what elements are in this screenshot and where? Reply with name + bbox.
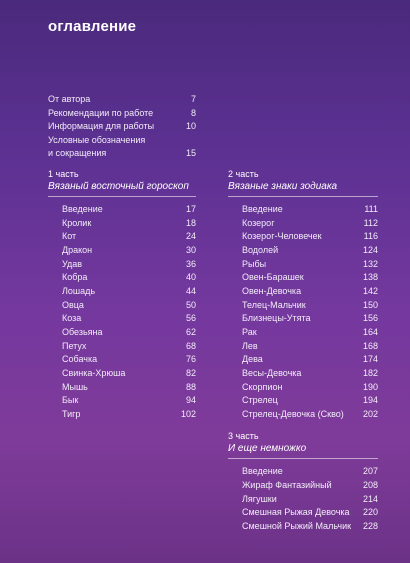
toc-entry-label: Введение (62, 204, 103, 214)
toc-entry (62, 258, 196, 272)
toc-entry-label: Тигр (62, 408, 81, 419)
toc-entry (62, 299, 196, 313)
toc-entry-label: Собачка (62, 354, 98, 365)
toc-entry (242, 217, 378, 231)
toc-entry-label: Весы-Девочка (242, 367, 302, 378)
toc-entry-page: 182 (362, 367, 378, 378)
toc-entry-page: 168 (362, 340, 378, 351)
toc-entry (242, 353, 378, 367)
toc-entry (62, 381, 196, 395)
toc-entry-page: 50 (185, 299, 196, 310)
toc-entry (62, 203, 196, 217)
toc-entry (242, 465, 378, 479)
toc-entry-label: Введение (242, 204, 283, 214)
toc-entry-label: Информация для работы (48, 121, 155, 131)
toc-entry-label: Кот (62, 231, 77, 242)
toc-entry-page: 112 (363, 217, 378, 228)
part-3-list (242, 465, 378, 534)
toc-entry (242, 506, 378, 520)
toc-entry-label: От автора (48, 94, 91, 104)
toc-entry (48, 120, 196, 134)
toc-entry-page: 142 (362, 285, 378, 296)
toc-entry (48, 93, 196, 107)
toc-entry-page: 207 (362, 466, 378, 476)
toc-entry (62, 367, 196, 381)
toc-entry-page: 8 (190, 107, 196, 118)
part-2-list (242, 203, 378, 422)
toc-entry-label: Рыбы (242, 258, 267, 269)
toc-entry-page: 82 (185, 367, 196, 378)
toc-entry-label: Лев (242, 340, 258, 351)
toc-entry-page: 102 (180, 408, 196, 419)
toc-entry-page: 30 (185, 244, 196, 255)
toc-entry-label: Овен-Барашек (242, 272, 304, 283)
toc-entry-page: 174 (362, 354, 378, 365)
toc-entry (62, 271, 196, 285)
part-1-list (62, 203, 196, 422)
toc-entry-page: 164 (362, 326, 378, 337)
toc-entry-label: Телец-Мальчик (242, 299, 306, 310)
toc-entry (242, 244, 378, 258)
divider (48, 196, 196, 197)
toc-entry-label: Рак (242, 326, 257, 337)
toc-entry-label: Водолей (242, 244, 279, 255)
toc-entry-page: 202 (362, 408, 378, 419)
toc-entry (62, 353, 196, 367)
toc-entry-label: Петух (62, 340, 87, 351)
toc-entry-label: Смешной Рыжий Мальчик (242, 521, 352, 532)
toc-entry-label: Овен-Девочка (242, 285, 302, 296)
toc-entry-page: 138 (362, 272, 378, 283)
toc-entry (62, 312, 196, 326)
part-label: 3 часть (228, 431, 259, 441)
toc-entry (242, 394, 378, 408)
toc-entry-label: Лошадь (62, 285, 96, 296)
toc-entry (242, 258, 378, 272)
toc-entry (62, 394, 196, 408)
toc-entry (242, 326, 378, 340)
toc-entry-page: 208 (362, 479, 378, 490)
toc-entry (242, 340, 378, 354)
toc-entry (48, 134, 196, 148)
toc-entry-label: Козерог (242, 217, 275, 228)
toc-entry (62, 408, 196, 422)
toc-entry (242, 230, 378, 244)
toc-entry-label: Лягушки (242, 493, 277, 504)
divider (228, 458, 378, 459)
toc-entry-page: 24 (185, 231, 196, 242)
toc-entry-label: Стрелец (242, 395, 278, 406)
front-matter-list (48, 93, 196, 161)
toc-entry (242, 299, 378, 313)
toc-entry-label: Рекомендации по работе (48, 107, 154, 118)
toc-entry-page: 156 (362, 313, 378, 324)
toc-entry-label: Кролик (62, 217, 92, 228)
toc-entry-page: 150 (362, 299, 378, 310)
toc-entry-page: 40 (185, 272, 196, 283)
toc-entry-label: Овца (62, 299, 84, 310)
toc-entry-page: 76 (185, 354, 196, 365)
toc-entry-label: Введение (242, 466, 283, 476)
toc-entry-page: 190 (362, 381, 378, 392)
part-label: 2 часть (228, 169, 259, 179)
toc-entry-label: Удав (62, 258, 83, 269)
toc-entry (242, 285, 378, 299)
toc-entry-page: 214 (362, 493, 378, 504)
toc-entry-page: 7 (190, 94, 196, 104)
part-3-section (228, 430, 378, 534)
toc-entry-page: 228 (362, 521, 378, 532)
toc-entry-page: 15 (185, 148, 196, 158)
toc-entry (242, 367, 378, 381)
toc-entry (242, 271, 378, 285)
toc-entry-page: 36 (185, 258, 196, 269)
toc-entry-label: Коза (62, 313, 82, 324)
toc-entry-page: 18 (185, 217, 196, 228)
toc-entry-label: Мышь (62, 381, 88, 392)
toc-entry-label: Кобра (62, 272, 88, 283)
toc-entry (48, 107, 196, 121)
toc-entry-label: Жираф Фантазийный (242, 479, 332, 490)
toc-entry-label: Близнецы-Утята (242, 313, 311, 324)
toc-entry-page: 111 (364, 204, 378, 214)
toc-entry (242, 203, 378, 217)
toc-entry-page: 17 (185, 204, 196, 214)
part-2-section (228, 168, 378, 422)
toc-entry-page: 94 (185, 395, 196, 406)
toc-entry-label: Обезьяна (62, 326, 103, 337)
toc-entry-label: Козерог-Человечек (242, 231, 322, 242)
toc-entry-page: 116 (363, 231, 378, 242)
toc-entry (62, 285, 196, 299)
toc-entry-label: Бык (62, 395, 79, 406)
toc-entry-page: 56 (185, 313, 196, 324)
part-title: Вязаные знаки зодиака (228, 181, 338, 192)
toc-entry (242, 312, 378, 326)
part-title: Вязаный восточный гороскоп (48, 181, 189, 192)
toc-entry-label: Скорпион (242, 381, 283, 392)
toc-entry (62, 340, 196, 354)
toc-entry (62, 230, 196, 244)
toc-entry-page: 88 (185, 381, 196, 392)
part-label: 1 часть (48, 169, 79, 179)
toc-entry-page: 132 (362, 258, 378, 269)
part-1-section (48, 168, 196, 422)
toc-entry-page: 124 (362, 244, 378, 255)
toc-entry-label: Стрелец-Девочка (Скво) (242, 408, 344, 419)
toc-entry-label: и сокращения (48, 148, 107, 158)
toc-entry (62, 326, 196, 340)
toc-entry-page: 44 (185, 285, 196, 296)
toc-entry-page: 68 (185, 340, 196, 351)
toc-entry (242, 520, 378, 534)
toc-entry-page: 62 (185, 326, 196, 337)
divider (228, 196, 378, 197)
toc-entry (48, 147, 196, 161)
toc-entry-label: Условные обозначения (48, 134, 146, 145)
part-title: И еще немножко (228, 443, 307, 454)
toc-entry (242, 408, 378, 422)
toc-entry (62, 217, 196, 231)
toc-entry (242, 479, 378, 493)
toc-entry-page: 220 (362, 507, 378, 518)
toc-entry-page: 10 (185, 121, 196, 131)
toc-entry-label: Дева (242, 354, 263, 365)
toc-entry (62, 244, 196, 258)
toc-entry (242, 493, 378, 507)
toc-entry (242, 381, 378, 395)
toc-entry-label: Дракон (62, 244, 93, 255)
toc-entry-page: 194 (362, 395, 378, 406)
page-title: оглавление (48, 18, 137, 35)
toc-entry-label: Смешная Рыжая Девочка (242, 507, 350, 518)
toc-entry-label: Свинка-Хрюша (62, 367, 126, 378)
